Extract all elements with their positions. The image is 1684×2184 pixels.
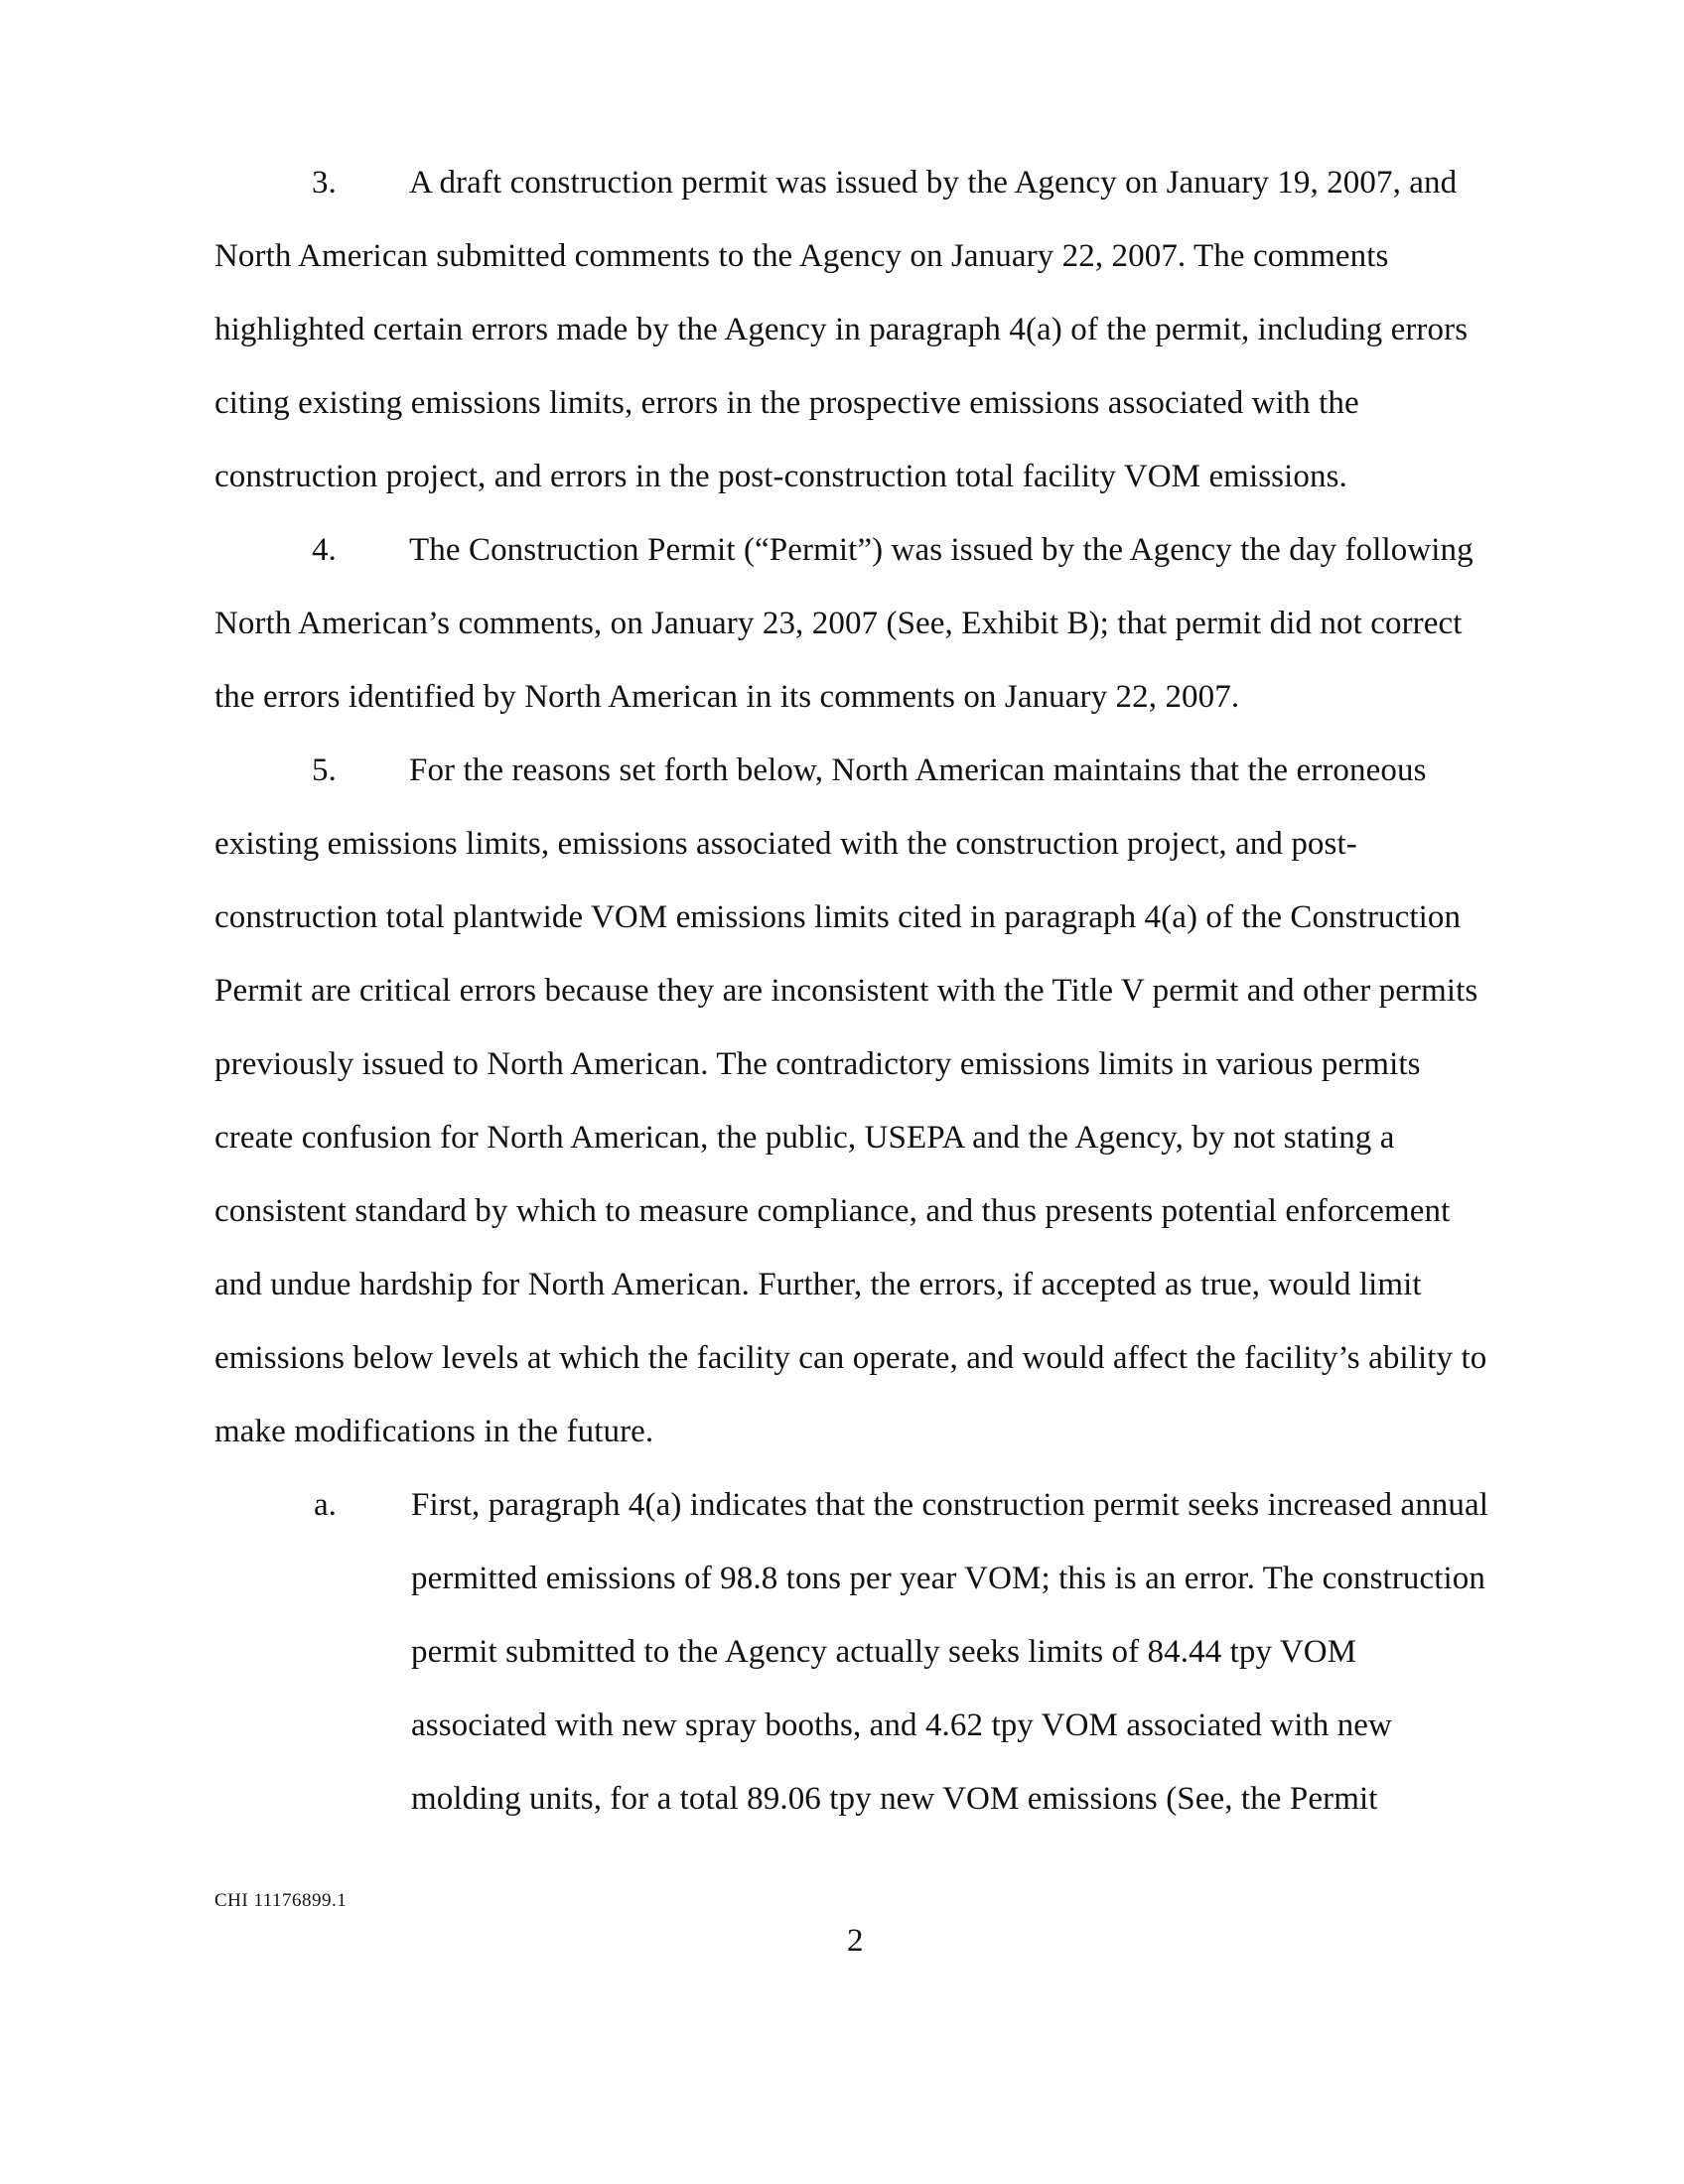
paragraph-5-line-1: For the reasons set forth below, North American maintains that the erroneous — [409, 752, 1427, 788]
paragraph-5-line-3: construction total plantwide VOM emissions limits cited in paragraph 4(a) of the Construction — [214, 899, 1462, 935]
paragraph-5-line-4: Permit are critical errors because they are inconsistent with the Title V permit and other permits — [214, 973, 1478, 1009]
subparagraph-a-line-5: molding units, for a total 89.06 tpy new VOM emissions (See, the Permit — [411, 1781, 1378, 1817]
subparagraph-a-line-3: permit submitted to the Agency actually seeks limits of 84.44 tpy VOM — [411, 1634, 1357, 1670]
paragraph-3-line-4: citing existing emissions limits, errors in the prospective emissions associated with the — [214, 385, 1359, 421]
paragraph-3-number: 3. — [312, 165, 337, 201]
subparagraph-a-line-4: associated with new spray booths, and 4.62 tpy VOM associated with new — [411, 1707, 1392, 1743]
subparagraph-a-label: a. — [314, 1487, 337, 1523]
paragraph-5-line-7: consistent standard by which to measure compliance, and thus presents potential enforcement — [214, 1193, 1451, 1229]
paragraph-4-line-2: North American’s comments, on January 23, 2007 (See, Exhibit B); that permit did not correct — [214, 606, 1463, 641]
document-id: CHI 11176899.1 — [214, 1890, 348, 1911]
page-number: 2 — [847, 1923, 864, 1959]
paragraph-4-line-1: The Construction Permit (“Permit”) was issued by the Agency the day following — [409, 532, 1474, 568]
paragraph-5-line-6: create confusion for North American, the public, USEPA and the Agency, by not stating a — [214, 1120, 1395, 1156]
paragraph-5-number: 5. — [312, 752, 337, 788]
subparagraph-a-line-1: First, paragraph 4(a) indicates that the construction permit seeks increased annual — [411, 1487, 1489, 1523]
paragraph-4-number: 4. — [312, 532, 337, 568]
paragraph-5-line-2: existing emissions limits, emissions associated with the construction project, and post- — [214, 826, 1357, 862]
subparagraph-a-line-2: permitted emissions of 98.8 tons per year VOM; this is an error. The construction — [411, 1561, 1485, 1596]
paragraph-5-line-5: previously issued to North American. The contradictory emissions limits in various permits — [214, 1046, 1421, 1082]
paragraph-5-line-8: and undue hardship for North American. Further, the errors, if accepted as true, would limit — [214, 1267, 1422, 1302]
paragraph-4-line-3: the errors identified by North American in its comments on January 22, 2007. — [214, 679, 1240, 715]
paragraph-5-line-9: emissions below levels at which the facility can operate, and would affect the facility’s ability to — [214, 1340, 1487, 1376]
paragraph-3-line-5: construction project, and errors in the post-construction total facility VOM emissions. — [214, 459, 1347, 494]
paragraph-3-line-1: A draft construction permit was issued by the Agency on January 19, 2007, and — [409, 165, 1458, 201]
paragraph-3-line-3: highlighted certain errors made by the Agency in paragraph 4(a) of the permit, including errors — [214, 312, 1469, 347]
paragraph-5-line-10: make modifications in the future. — [214, 1414, 654, 1449]
paragraph-3-line-2: North American submitted comments to the Agency on January 22, 2007. The comments — [214, 238, 1389, 274]
